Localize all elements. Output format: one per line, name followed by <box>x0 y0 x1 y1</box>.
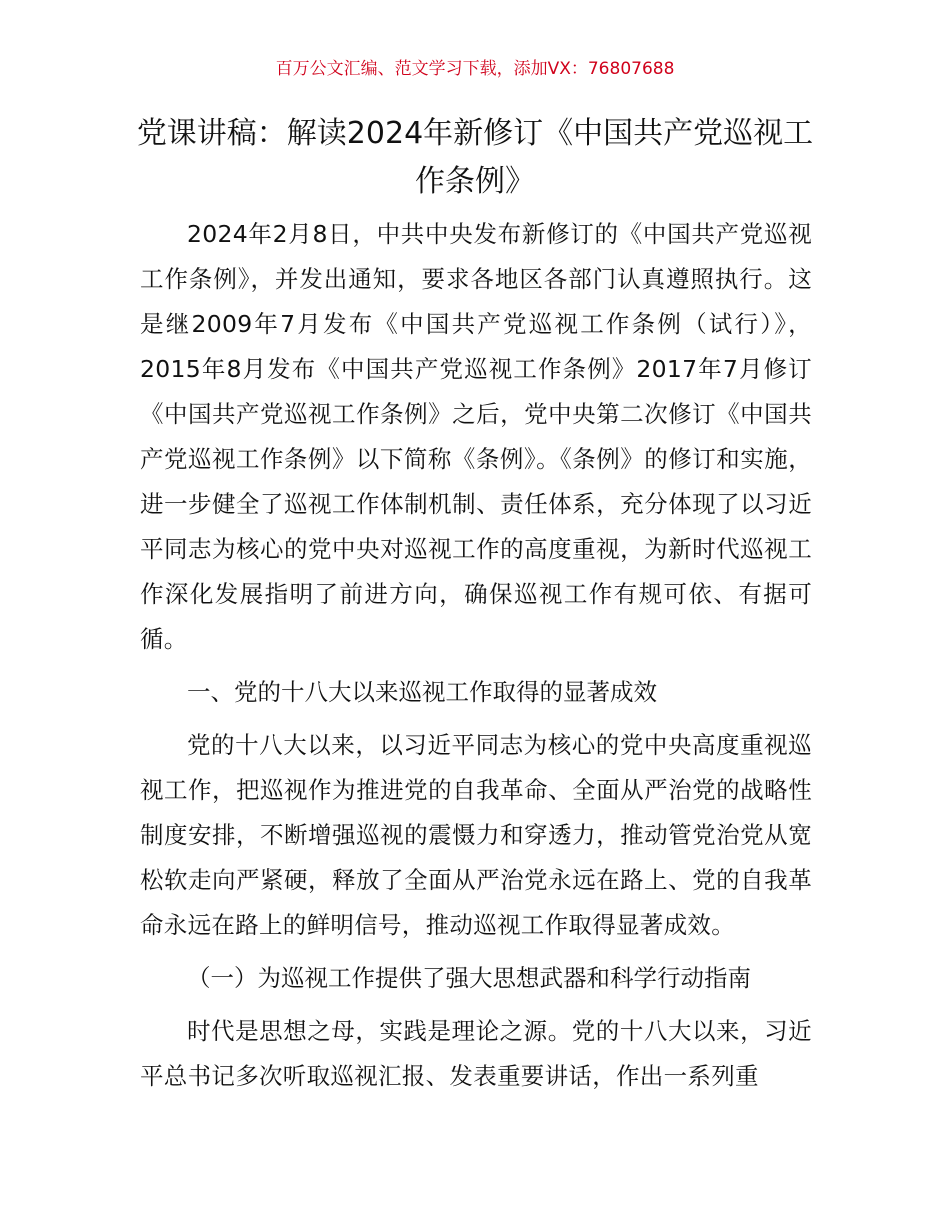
section-1-paragraph: 党的十八大以来，以习近平同志为核心的党中央高度重视巡视工作，把巡视作为推进党的自我革命、全面从严治党的战略性制度安排，不断增强巡视的震慑力和穿透力，推动管党治党从宽松软走向严紧硬，释放了全面从严治党永远在路上、党的自我革命永远在路上的鲜明信号，推动巡视工作取得显著成效。 <box>140 731 812 939</box>
section-heading-1: 一、党的十八大以来巡视工作取得的显著成效 <box>187 678 657 706</box>
subsection-heading-1: （一）为巡视工作提供了强大思想武器和科学行动指南 <box>187 964 751 992</box>
document-title: 党课讲稿：解读2024年新修订《中国共产党巡视工作条例》 <box>136 116 814 199</box>
subsection-1-paragraph: 时代是思想之母，实践是理论之源。党的十八大以来，习近平总书记多次听取巡视汇报、发表重要讲话，作出一系列重 <box>140 1017 812 1090</box>
header-download-note: 百万公文汇编、范文学习下载，添加VX：76807688 <box>275 59 675 79</box>
document-body <box>140 212 812 1099</box>
intro-paragraph: 2024年2月8日，中共中央发布新修订的《中国共产党巡视工作条例》，并发出通知，要求各地区各部门认真遵照执行。这是继2009年7月发布《中国共产党巡视工作条例（试行）》，2015年8月发布《中国共产党巡视工作条例》2017年7月修订《中国共产党巡视工作条例》之后，党中央第二次修订《中国共产党巡视工作条例》以下简称《条例》。《条例》的修订和实施，进一步健全了巡视工作体制机制、责任体系，充分体现了以习近平同志为核心的党中央对巡视工作的高度重视，为新时代巡视工作深化发展指明了前进方向，确保巡视工作有规可依、有据可循。 <box>140 220 812 653</box>
